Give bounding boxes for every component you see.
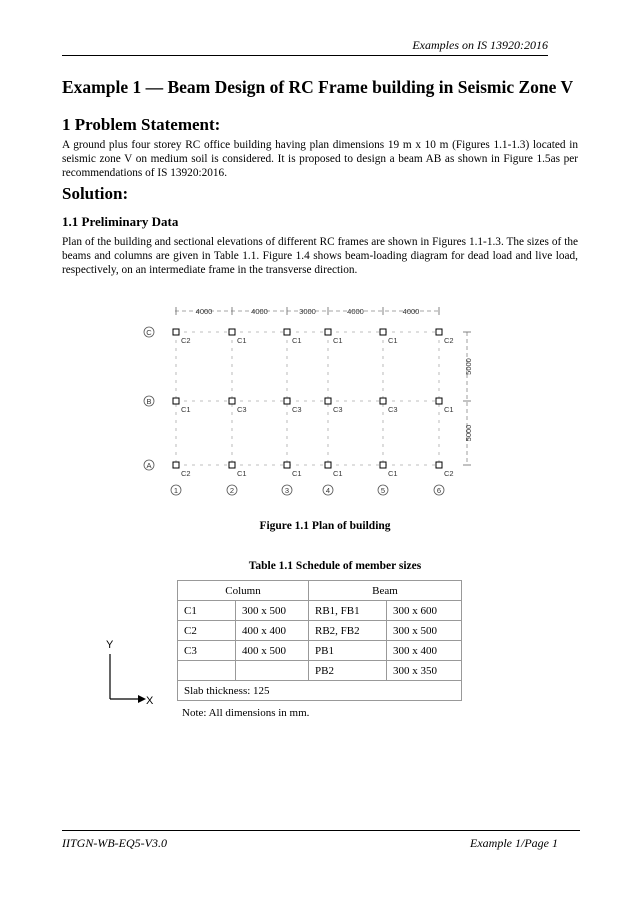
dimension-label: 4000 bbox=[347, 307, 364, 316]
column-tag: C3 bbox=[237, 405, 247, 414]
table-cell: RB2, FB2 bbox=[309, 621, 387, 641]
dimension-label: 5000 bbox=[464, 424, 473, 442]
problem-statement-text: A ground plus four storey RC office building having plan dimensions 19 m x 10 m (Figures 1.1-1.3) located in seismic zone V on medium soil is considered. It is proposed to design a beam AB as shown in Figure 1.5as per recommendations of IS 13920:2016. bbox=[62, 139, 578, 179]
table-header-beam: Beam bbox=[309, 581, 462, 601]
slab-thickness: Slab thickness: 125 bbox=[178, 681, 462, 701]
column-tag: C1 bbox=[237, 336, 247, 345]
column-tag: C2 bbox=[181, 469, 191, 478]
axis-indicator bbox=[100, 634, 160, 710]
column-marker bbox=[284, 462, 290, 468]
column-marker bbox=[325, 462, 331, 468]
column-tag: C2 bbox=[444, 469, 454, 478]
row-label: A bbox=[146, 460, 152, 470]
member-schedule-table bbox=[177, 580, 462, 701]
column-tag: C1 bbox=[388, 336, 398, 345]
header-rule bbox=[62, 55, 548, 56]
column-grid-label: 6 bbox=[436, 485, 442, 495]
footer-doc-id: IITGN-WB-EQ5-V3.0 bbox=[62, 836, 167, 850]
table-cell: 300 x 350 bbox=[387, 661, 462, 681]
table-caption: Table 1.1 Schedule of member sizes bbox=[248, 560, 422, 572]
column-grid-label: 2 bbox=[229, 485, 235, 495]
row-label: C bbox=[146, 327, 152, 337]
page-title: Example 1 — Beam Design of RC Frame building in Seismic Zone V bbox=[62, 77, 574, 97]
column-tag: C1 bbox=[388, 469, 398, 478]
table-cell: PB1 bbox=[309, 641, 387, 661]
plan-figure bbox=[135, 295, 485, 505]
table-cell: 300 x 600 bbox=[387, 601, 462, 621]
column-tag: C3 bbox=[388, 405, 398, 414]
column-marker bbox=[436, 398, 442, 404]
column-marker bbox=[380, 329, 386, 335]
dimension-label: 5000 bbox=[464, 358, 473, 375]
column-tag: C1 bbox=[292, 469, 302, 478]
column-grid-label: 1 bbox=[173, 485, 179, 495]
column-tag: C1 bbox=[181, 405, 191, 414]
table-note: Note: All dimensions in mm. bbox=[182, 707, 310, 719]
column-tag: C1 bbox=[292, 336, 302, 345]
footer-rule bbox=[62, 830, 580, 831]
column-tag: C1 bbox=[444, 405, 454, 414]
column-grid-label: 3 bbox=[284, 485, 290, 495]
column-tag: C3 bbox=[333, 405, 343, 414]
subsection-heading: 1.1 Preliminary Data bbox=[62, 214, 179, 229]
table-row bbox=[178, 641, 462, 661]
table-cell: C1 bbox=[178, 601, 236, 621]
running-header: Examples on IS 13920:2016 bbox=[412, 38, 548, 52]
table-row bbox=[178, 661, 462, 681]
column-tag: C2 bbox=[181, 336, 191, 345]
column-marker bbox=[436, 462, 442, 468]
table-cell bbox=[236, 661, 309, 681]
column-tag: C1 bbox=[333, 469, 343, 478]
column-marker bbox=[173, 398, 179, 404]
axis-x-label: X bbox=[146, 695, 154, 707]
column-tag: C3 bbox=[292, 405, 302, 414]
table-cell: PB2 bbox=[309, 661, 387, 681]
solution-heading: Solution: bbox=[62, 184, 129, 203]
column-tag: C1 bbox=[333, 336, 343, 345]
table-cell: 300 x 500 bbox=[236, 601, 309, 621]
column-tag: C2 bbox=[444, 336, 454, 345]
table-cell: 400 x 400 bbox=[236, 621, 309, 641]
column-marker bbox=[284, 329, 290, 335]
table-cell: RB1, FB1 bbox=[309, 601, 387, 621]
dimension-label: 4000 bbox=[402, 307, 420, 316]
column-marker bbox=[284, 398, 290, 404]
table-cell: 300 x 500 bbox=[387, 621, 462, 641]
column-marker bbox=[229, 462, 235, 468]
table-cell: C2 bbox=[178, 621, 236, 641]
column-marker bbox=[173, 329, 179, 335]
section-heading-problem: 1 Problem Statement: bbox=[62, 115, 221, 134]
dimension-label: 4000 bbox=[251, 307, 268, 316]
table-cell: 300 x 400 bbox=[387, 641, 462, 661]
dimension-label: 4000 bbox=[195, 307, 213, 316]
table-cell: C3 bbox=[178, 641, 236, 661]
column-tag: C1 bbox=[237, 469, 247, 478]
column-marker bbox=[325, 398, 331, 404]
column-marker bbox=[229, 329, 235, 335]
table-row bbox=[178, 621, 462, 641]
table-header-column: Column bbox=[178, 581, 309, 601]
dimension-label: 3000 bbox=[299, 307, 316, 316]
table-cell bbox=[178, 661, 236, 681]
footer-page-number: Example 1/Page 1 bbox=[470, 836, 558, 850]
column-marker bbox=[436, 329, 442, 335]
table-cell: 400 x 500 bbox=[236, 641, 309, 661]
axis-y-label: Y bbox=[106, 639, 114, 651]
column-grid-label: 5 bbox=[380, 485, 386, 495]
column-marker bbox=[380, 398, 386, 404]
preliminary-data-text: Plan of the building and sectional elevations of different RC frames are shown in Figures 1.1-1.3. The sizes of the beams and columns are given in Table 1.1. Figure 1.4 shows beam-loading diagram for dead load and live load, respectively, on an intermediate frame in the transverse direction. bbox=[62, 236, 578, 276]
column-grid-label: 4 bbox=[325, 485, 331, 495]
column-marker bbox=[380, 462, 386, 468]
column-marker bbox=[325, 329, 331, 335]
column-marker bbox=[229, 398, 235, 404]
table-row bbox=[178, 601, 462, 621]
row-label: B bbox=[146, 396, 152, 406]
column-marker bbox=[173, 462, 179, 468]
figure-caption: Figure 1.1 Plan of building bbox=[259, 520, 391, 532]
